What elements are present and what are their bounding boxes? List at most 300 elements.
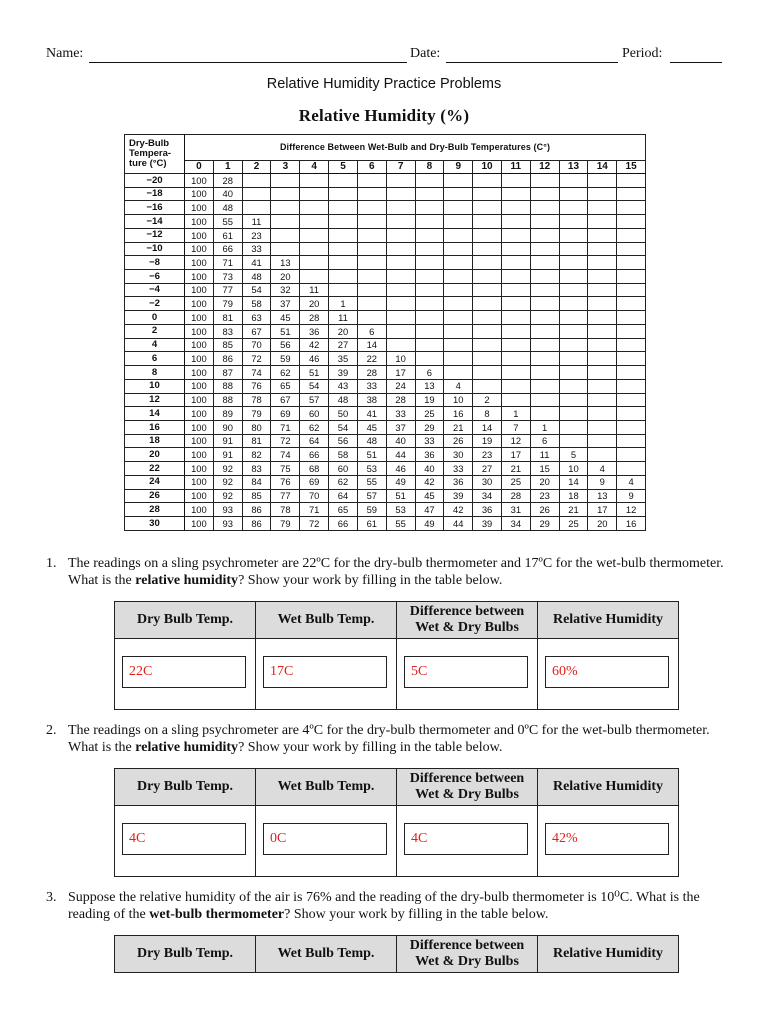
humidity-cell: 100 (185, 475, 214, 489)
humidity-cell (559, 366, 588, 380)
humidity-cell (415, 338, 444, 352)
humidity-cell: 74 (271, 448, 300, 462)
humidity-cell: 75 (271, 462, 300, 476)
humidity-cell (617, 324, 646, 338)
humidity-cell (530, 352, 559, 366)
humidity-cell: 36 (300, 324, 329, 338)
table-row (125, 215, 646, 229)
dry-bulb-value: 8 (125, 366, 185, 380)
humidity-cell (444, 311, 473, 325)
humidity-cell (530, 407, 559, 421)
humidity-cell (271, 174, 300, 188)
humidity-cell: 6 (415, 366, 444, 380)
dry-bulb-value: 20 (125, 448, 185, 462)
humidity-cell: 92 (213, 475, 242, 489)
humidity-cell (559, 201, 588, 215)
humidity-cell: 88 (213, 379, 242, 393)
humidity-cell: 77 (271, 489, 300, 503)
humidity-cell (386, 228, 415, 242)
humidity-cell: 41 (242, 256, 271, 270)
table-row (125, 420, 646, 434)
humidity-cell: 14 (473, 420, 502, 434)
humidity-cell: 85 (242, 489, 271, 503)
humidity-cell: 34 (473, 489, 502, 503)
humidity-cell (559, 242, 588, 256)
humidity-cell: 55 (213, 215, 242, 229)
humidity-cell: 33 (415, 434, 444, 448)
humidity-cell: 36 (444, 475, 473, 489)
humidity-cell (473, 366, 502, 380)
difference-column-15: 15 (617, 161, 646, 174)
humidity-cell (501, 366, 530, 380)
humidity-cell (473, 174, 502, 188)
humidity-cell (559, 420, 588, 434)
humidity-cell (530, 256, 559, 270)
dry-bulb-answer-field[interactable]: 4C (122, 823, 246, 855)
period-field[interactable] (670, 62, 722, 63)
humidity-cell: 89 (213, 407, 242, 421)
humidity-cell (559, 338, 588, 352)
table-row (125, 228, 646, 242)
humidity-cell: 100 (185, 338, 214, 352)
humidity-cell: 67 (271, 393, 300, 407)
humidity-cell: 44 (386, 448, 415, 462)
humidity-cell: 81 (242, 434, 271, 448)
table-row (125, 489, 646, 503)
humidity-cell (415, 228, 444, 242)
humidity-cell: 31 (501, 503, 530, 517)
humidity-cell (530, 174, 559, 188)
humidity-cell (530, 201, 559, 215)
humidity-cell: 100 (185, 174, 214, 188)
table-row (125, 338, 646, 352)
dry-bulb-value: 24 (125, 475, 185, 489)
humidity-cell (617, 215, 646, 229)
humidity-cell (271, 187, 300, 201)
humidity-cell: 64 (329, 489, 358, 503)
humidity-cell: 45 (271, 311, 300, 325)
humidity-cell (271, 215, 300, 229)
dry-bulb-value: 12 (125, 393, 185, 407)
humidity-cell: 19 (473, 434, 502, 448)
humidity-cell (415, 270, 444, 284)
humidity-cell: 68 (300, 462, 329, 476)
dry-bulb-value: 28 (125, 503, 185, 517)
humidity-cell: 16 (617, 516, 646, 530)
humidity-cell: 81 (213, 311, 242, 325)
humidity-cell (329, 242, 358, 256)
humidity-cell: 11 (329, 311, 358, 325)
humidity-cell (473, 215, 502, 229)
humidity-cell: 79 (213, 297, 242, 311)
humidity-cell: 37 (271, 297, 300, 311)
humidity-cell (588, 311, 617, 325)
humidity-cell: 63 (242, 311, 271, 325)
dry-bulb-value: −4 (125, 283, 185, 297)
humidity-cell (444, 174, 473, 188)
humidity-cell: 46 (300, 352, 329, 366)
humidity-cell: 100 (185, 420, 214, 434)
question-text: Suppose the relative humidity of the air is 76% and the reading of the dry-bulb thermometer is 10⁰C. What is the reading of the wet-bulb thermometer? Show your work by filling in the table below. (68, 890, 700, 922)
humidity-cell: 28 (213, 174, 242, 188)
humidity-cell (386, 311, 415, 325)
humidity-cell (588, 256, 617, 270)
humidity-cell (617, 338, 646, 352)
humidity-cell (588, 393, 617, 407)
humidity-cell: 30 (473, 475, 502, 489)
table-row (125, 311, 646, 325)
table-row (125, 407, 646, 421)
humidity-cell: 24 (386, 379, 415, 393)
humidity-cell: 48 (242, 270, 271, 284)
wet-bulb-answer-field[interactable]: 0C (263, 823, 387, 855)
humidity-cell: 76 (271, 475, 300, 489)
humidity-cell (300, 187, 329, 201)
humidity-cell: 28 (357, 366, 386, 380)
dry-bulb-value: −12 (125, 228, 185, 242)
humidity-cell (559, 270, 588, 284)
humidity-cell: 39 (444, 489, 473, 503)
table-row (125, 475, 646, 489)
humidity-cell: 21 (559, 503, 588, 517)
humidity-cell: 100 (185, 352, 214, 366)
humidity-cell (473, 256, 502, 270)
dry-bulb-answer-field[interactable]: 22C (122, 656, 246, 688)
wet-bulb-col-header: Wet Bulb Temp. (256, 602, 397, 639)
humidity-cell (242, 201, 271, 215)
humidity-cell (357, 174, 386, 188)
humidity-cell (588, 270, 617, 284)
humidity-cell (444, 297, 473, 311)
humidity-cell (415, 311, 444, 325)
humidity-cell: 20 (300, 297, 329, 311)
humidity-cell (617, 228, 646, 242)
humidity-cell: 21 (444, 420, 473, 434)
humidity-cell: 61 (213, 228, 242, 242)
table-row (125, 516, 646, 530)
humidity-cell: 88 (213, 393, 242, 407)
humidity-cell: 58 (242, 297, 271, 311)
humidity-cell: 84 (242, 475, 271, 489)
difference-column-3: 3 (271, 161, 300, 174)
humidity-cell (501, 297, 530, 311)
humidity-cell (617, 201, 646, 215)
table-row (125, 201, 646, 215)
humidity-cell (588, 366, 617, 380)
humidity-cell (588, 283, 617, 297)
humidity-cell (501, 324, 530, 338)
humidity-cell: 100 (185, 448, 214, 462)
humidity-cell: 71 (213, 256, 242, 270)
humidity-cell: 15 (530, 462, 559, 476)
question-text: The readings on a sling psychrometer are 22ºC for the dry-bulb thermometer and 17ºC for the wet-bulb thermometer. What is the relative humidity? Show your work by filling in the table below. (68, 556, 724, 588)
humidity-cell (329, 256, 358, 270)
difference-answer-field[interactable]: 5C (404, 656, 528, 688)
humidity-cell (415, 297, 444, 311)
dry-bulb-value: 4 (125, 338, 185, 352)
humidity-cell: 69 (300, 475, 329, 489)
difference-column-11: 11 (501, 161, 530, 174)
humidity-cell: 33 (357, 379, 386, 393)
relative-humidity-col-header: Relative Humidity (538, 602, 679, 639)
humidity-cell (357, 215, 386, 229)
humidity-cell (559, 352, 588, 366)
page-title: Relative Humidity Practice Problems (266, 76, 502, 92)
humidity-cell (357, 283, 386, 297)
difference-answer-field[interactable]: 4C (404, 823, 528, 855)
humidity-cell: 79 (271, 516, 300, 530)
humidity-cell (501, 352, 530, 366)
dry-bulb-value: −10 (125, 242, 185, 256)
humidity-cell (559, 379, 588, 393)
table-row (125, 324, 646, 338)
humidity-cell: 66 (213, 242, 242, 256)
humidity-cell: 100 (185, 270, 214, 284)
humidity-cell: 59 (357, 503, 386, 517)
humidity-cell: 76 (242, 379, 271, 393)
humidity-cell (588, 187, 617, 201)
humidity-cell: 33 (386, 407, 415, 421)
humidity-cell: 100 (185, 283, 214, 297)
humidity-cell (617, 311, 646, 325)
dry-bulb-col-header: Dry Bulb Temp. (115, 769, 256, 806)
table-row (125, 256, 646, 270)
humidity-cell (444, 256, 473, 270)
humidity-cell: 70 (242, 338, 271, 352)
humidity-cell: 65 (271, 379, 300, 393)
dry-bulb-header: Dry-Bulb Tempera-ture (°C) (125, 135, 185, 174)
humidity-cell: 46 (386, 462, 415, 476)
humidity-cell (530, 324, 559, 338)
humidity-cell: 9 (588, 475, 617, 489)
answer-table-3 (114, 935, 679, 973)
humidity-cell (300, 174, 329, 188)
humidity-cell: 42 (300, 338, 329, 352)
humidity-cell (415, 201, 444, 215)
relative-humidity-col-header: Relative Humidity (538, 769, 679, 806)
humidity-cell: 71 (271, 420, 300, 434)
humidity-cell (559, 256, 588, 270)
humidity-cell: 100 (185, 215, 214, 229)
dry-bulb-value: 16 (125, 420, 185, 434)
question-number: 1. (46, 556, 57, 571)
humidity-cell (530, 379, 559, 393)
humidity-cell: 45 (357, 420, 386, 434)
humidity-cell: 10 (444, 393, 473, 407)
humidity-cell: 100 (185, 516, 214, 530)
humidity-cell: 1 (501, 407, 530, 421)
humidity-cell (501, 270, 530, 284)
dry-bulb-value: −14 (125, 215, 185, 229)
humidity-cell: 41 (357, 407, 386, 421)
relative-humidity-answer-field[interactable]: 42% (545, 823, 669, 855)
humidity-cell: 62 (329, 475, 358, 489)
humidity-cell: 14 (559, 475, 588, 489)
humidity-cell: 54 (242, 283, 271, 297)
humidity-cell (386, 242, 415, 256)
humidity-cell: 6 (357, 324, 386, 338)
table-row (125, 379, 646, 393)
humidity-cell (559, 297, 588, 311)
humidity-cell (271, 242, 300, 256)
answer-table-2 (114, 768, 679, 877)
humidity-cell (617, 352, 646, 366)
humidity-cell: 13 (415, 379, 444, 393)
humidity-cell: 49 (386, 475, 415, 489)
difference-column-0: 0 (185, 161, 214, 174)
humidity-cell (329, 215, 358, 229)
table-row (125, 393, 646, 407)
humidity-cell (415, 215, 444, 229)
humidity-cell: 55 (386, 516, 415, 530)
humidity-cell (530, 283, 559, 297)
humidity-cell (559, 311, 588, 325)
humidity-cell (501, 338, 530, 352)
humidity-cell: 56 (329, 434, 358, 448)
humidity-cell: 1 (329, 297, 358, 311)
humidity-cell (386, 187, 415, 201)
humidity-cell (588, 379, 617, 393)
humidity-cell: 37 (386, 420, 415, 434)
humidity-cell (329, 228, 358, 242)
humidity-cell: 14 (357, 338, 386, 352)
humidity-cell: 19 (415, 393, 444, 407)
humidity-cell: 74 (242, 366, 271, 380)
table-row (125, 352, 646, 366)
humidity-cell: 100 (185, 242, 214, 256)
dry-bulb-value: 0 (125, 311, 185, 325)
dry-bulb-value: −18 (125, 187, 185, 201)
humidity-cell: 4 (444, 379, 473, 393)
humidity-cell: 100 (185, 462, 214, 476)
humidity-cell (473, 379, 502, 393)
humidity-cell: 23 (242, 228, 271, 242)
humidity-cell: 9 (617, 489, 646, 503)
date-field[interactable] (446, 62, 618, 63)
humidity-cell: 51 (300, 366, 329, 380)
humidity-cell (329, 283, 358, 297)
humidity-cell (588, 228, 617, 242)
humidity-cell (473, 324, 502, 338)
humidity-cell: 72 (300, 516, 329, 530)
humidity-cell: 18 (559, 489, 588, 503)
humidity-cell (530, 393, 559, 407)
humidity-cell (300, 256, 329, 270)
humidity-cell: 100 (185, 434, 214, 448)
table-row (125, 462, 646, 476)
humidity-cell: 93 (213, 516, 242, 530)
humidity-cell: 42 (415, 475, 444, 489)
humidity-cell (444, 366, 473, 380)
rh-table-title: Relative Humidity (%) (298, 106, 470, 125)
humidity-cell (501, 201, 530, 215)
table-row (125, 174, 646, 188)
humidity-cell: 92 (213, 489, 242, 503)
humidity-cell: 23 (473, 448, 502, 462)
humidity-cell: 62 (271, 366, 300, 380)
student-info-line (46, 46, 722, 66)
humidity-cell: 100 (185, 366, 214, 380)
humidity-cell (444, 228, 473, 242)
humidity-cell: 20 (530, 475, 559, 489)
difference-column-5: 5 (329, 161, 358, 174)
dry-bulb-col-header: Dry Bulb Temp. (115, 936, 256, 973)
humidity-cell: 17 (588, 503, 617, 517)
humidity-cell: 90 (213, 420, 242, 434)
humidity-cell (617, 434, 646, 448)
humidity-cell (473, 311, 502, 325)
humidity-cell (415, 256, 444, 270)
humidity-cell (357, 270, 386, 284)
humidity-cell (617, 297, 646, 311)
humidity-cell (559, 215, 588, 229)
wet-bulb-answer-field[interactable]: 17C (263, 656, 387, 688)
humidity-cell: 28 (501, 489, 530, 503)
humidity-cell: 51 (357, 448, 386, 462)
humidity-cell: 78 (271, 503, 300, 517)
humidity-cell: 58 (329, 448, 358, 462)
humidity-cell: 72 (242, 352, 271, 366)
humidity-cell (357, 201, 386, 215)
humidity-cell (473, 297, 502, 311)
humidity-cell: 43 (329, 379, 358, 393)
humidity-cell (386, 256, 415, 270)
dry-bulb-value: 10 (125, 379, 185, 393)
period-label: Period: (622, 46, 663, 61)
table-row (125, 434, 646, 448)
humidity-cell (559, 407, 588, 421)
difference-column-8: 8 (415, 161, 444, 174)
humidity-cell: 29 (530, 516, 559, 530)
humidity-cell: 40 (415, 462, 444, 476)
humidity-cell: 13 (588, 489, 617, 503)
humidity-cell: 100 (185, 503, 214, 517)
humidity-cell (444, 324, 473, 338)
table-row (125, 187, 646, 201)
humidity-cell: 57 (300, 393, 329, 407)
relative-humidity-answer-field[interactable]: 60% (545, 656, 669, 688)
dry-bulb-value: −2 (125, 297, 185, 311)
table-row (125, 448, 646, 462)
humidity-cell (271, 228, 300, 242)
table-row (125, 503, 646, 517)
humidity-cell (530, 311, 559, 325)
humidity-cell: 80 (242, 420, 271, 434)
humidity-cell (588, 420, 617, 434)
humidity-cell: 65 (329, 503, 358, 517)
dry-bulb-value: −8 (125, 256, 185, 270)
humidity-cell: 28 (386, 393, 415, 407)
humidity-cell (415, 187, 444, 201)
humidity-cell: 86 (242, 516, 271, 530)
humidity-cell: 86 (213, 352, 242, 366)
name-field[interactable] (89, 62, 407, 63)
humidity-cell: 54 (329, 420, 358, 434)
humidity-cell (473, 242, 502, 256)
humidity-cell (473, 187, 502, 201)
humidity-cell: 60 (329, 462, 358, 476)
wet-bulb-col-header: Wet Bulb Temp. (256, 769, 397, 806)
humidity-cell: 62 (300, 420, 329, 434)
difference-column-1: 1 (213, 161, 242, 174)
humidity-cell: 54 (300, 379, 329, 393)
dry-bulb-value: 26 (125, 489, 185, 503)
humidity-cell: 11 (242, 215, 271, 229)
difference-column-13: 13 (559, 161, 588, 174)
humidity-cell (588, 352, 617, 366)
humidity-cell: 49 (415, 516, 444, 530)
humidity-cell: 93 (213, 503, 242, 517)
